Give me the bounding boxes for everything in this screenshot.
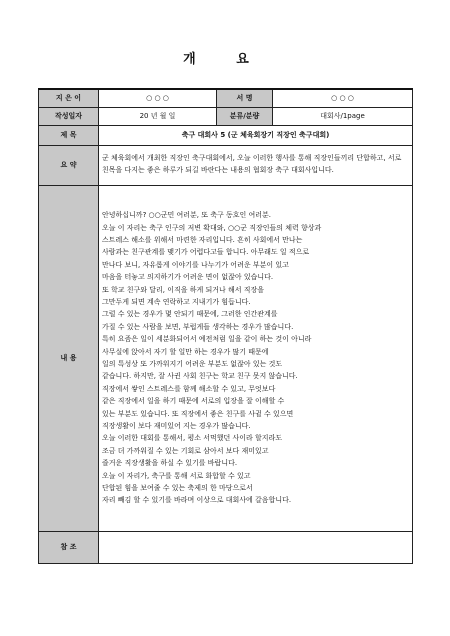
reference-label: 참 조: [39, 531, 99, 563]
content-line: 직장생활이 보다 재미있어 지는 경우가 많습니다.: [102, 422, 251, 431]
content-line: 자리 빼김 할 수 있기를 바라며 이상으로 대회사에 갈음합니다.: [102, 496, 292, 505]
content-line: 오늘 이 자리는 축구 인구의 저변 확대와, ○○군 직장인들의 체력 향상과: [102, 223, 322, 232]
content-body: [99, 185, 413, 531]
content-line: 만나다 보니, 자유롭게 이야기를 나누기가 어려운 부분이 있고: [102, 260, 289, 269]
content-line: 그럴 수 있는 경우가 몇 안되기 때문에, 그러한 인간관계를: [102, 310, 278, 319]
content-lines: [102, 209, 409, 507]
author-label: 지 은 이: [39, 89, 99, 107]
content-line: 사람과는 친구관계를 맺기가 어렵다고들 합니다. 아무래도 일 적으로: [102, 248, 310, 257]
content-label: 내 용: [39, 185, 99, 531]
author-value: ○ ○ ○: [99, 89, 217, 107]
summary-text: 군 체육회에서 개최한 직장인 축구대회에서, 오늘 이러한 행사를 통해 직장인들끼리 단합하고, 서로 친목을 다지는 좋은 하루가 되길 바란다는 내용의 협회장 축구 대회사입니다.: [99, 145, 413, 185]
document-title: 개 요: [183, 52, 267, 67]
content-line: 직장에서 쌓인 스트레스를 함께 해소할 수 있고, 무엇보다: [102, 384, 276, 393]
date-value: 20 년 월 일: [99, 107, 217, 125]
subject-label: 제 목: [39, 125, 99, 145]
content-line: 있는 부분도 있습니다. 또 직장에서 좋은 친구를 사귈 수 있으면: [102, 409, 294, 418]
subject-value: 축구 대회사 5 (군 체육회장기 직장인 축구대회): [99, 125, 413, 145]
date-label: 작성일자: [39, 107, 99, 125]
content-line: 스트레스 해소를 위해서 마련한 자리입니다. 흔히 사회에서 만나는: [102, 235, 303, 244]
content-line: 그만두게 되면 계속 연락하고 지내기가 힘듭니다.: [102, 297, 251, 306]
content-line: 가질 수 있는 사람을 보면, 부럽게들 생각하는 경우가 많습니다.: [102, 322, 294, 331]
content-line: 오늘 이러한 대회를 통해서, 평소 서먹했던 사이라 할지라도: [102, 434, 283, 443]
signature-value: ○ ○ ○: [273, 89, 413, 107]
content-line: 단합된 힘을 보여줄 수 있는 축제의 한 마당으로서: [102, 484, 253, 493]
content-line: 같습니다. 하지만, 잘 사귄 사회 친구는 학교 친구 못지 않습니다.: [102, 372, 298, 381]
summary-label: 요 약: [39, 145, 99, 185]
content-line: 마음을 터놓고 의지하기가 어려운 면이 없잖아 있습니다.: [102, 273, 274, 282]
content-line: 조금 더 가까워질 수 있는 기회로 삼아서 보다 재미있고: [102, 446, 269, 455]
content-line: 특히 요즘은 일이 세분화되어서 예전처럼 일을 같이 하는 것이 아니라: [102, 335, 312, 344]
content-line: 또 학교 친구와 달리, 이직을 하게 되거나 해서 직장을: [102, 285, 265, 294]
content-line: 오늘 이 자리가, 축구를 통해 서로 화합할 수 있고: [102, 471, 251, 480]
category-label: 분류/분량: [217, 107, 273, 125]
category-value: 대회사/1page: [273, 107, 413, 125]
content-line: 안녕하십니까? ○○군민 여러분, 또 축구 동호인 여러분.: [102, 211, 271, 220]
content-line: 즐거운 직장생활을 하실 수 있기를 바랍니다.: [102, 459, 238, 468]
content-line: 같은 직장에서 일을 하기 때문에 서로의 입장을 잘 이해할 수: [102, 397, 285, 406]
reference-value: [99, 531, 413, 563]
overview-form: [38, 88, 413, 564]
signature-label: 서 명: [217, 89, 273, 107]
content-line: 일의 특성상 또 가까워지기 어려운 부분도 없잖아 있는 것도: [102, 360, 283, 368]
content-line: 사무실에 앉아서 자기 할 일만 하는 경우가 많기 때문에: [102, 347, 269, 356]
